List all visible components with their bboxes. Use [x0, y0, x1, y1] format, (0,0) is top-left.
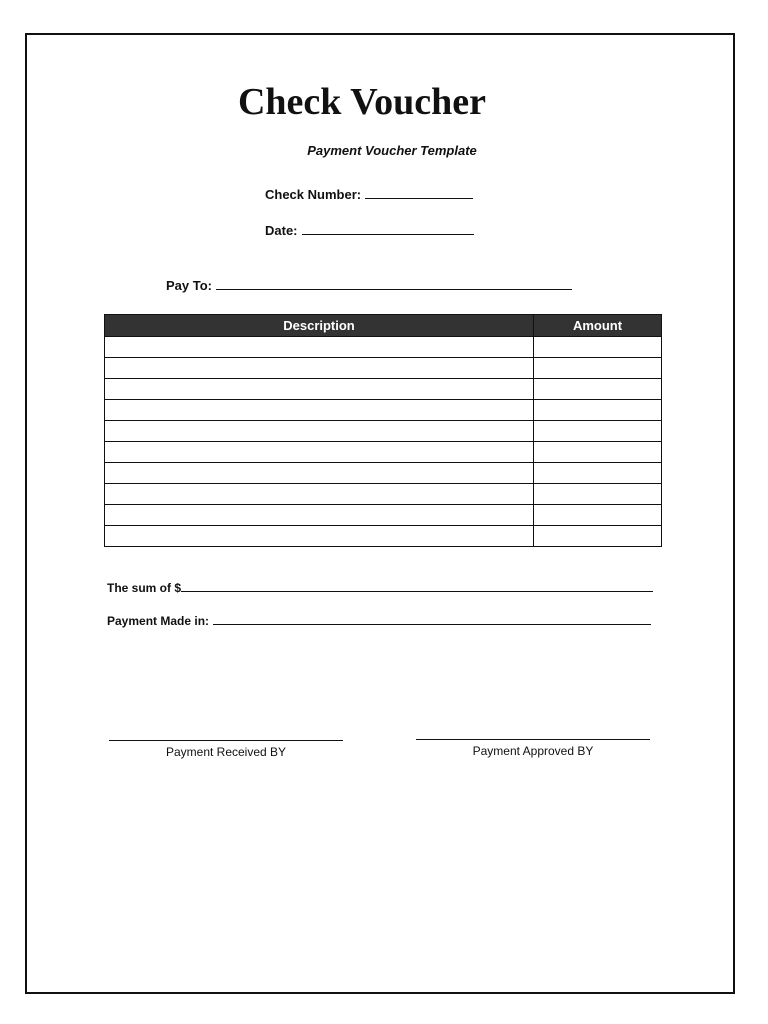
description-header: Description — [105, 315, 534, 337]
check-number-label: Check Number: — [265, 187, 362, 202]
description-cell[interactable] — [105, 442, 534, 463]
table-row — [105, 463, 662, 484]
amount-cell[interactable] — [534, 463, 662, 484]
table-row — [105, 526, 662, 547]
received-signature-label: Payment Received BY — [165, 745, 287, 759]
pay-to-label: Pay To: — [166, 278, 212, 293]
description-cell[interactable] — [105, 379, 534, 400]
amount-cell[interactable] — [534, 337, 662, 358]
pay-to-field — [166, 277, 572, 295]
amount-cell[interactable] — [534, 421, 662, 442]
amount-cell[interactable] — [534, 484, 662, 505]
table-row — [105, 505, 662, 526]
description-cell[interactable] — [105, 505, 534, 526]
payment-made-in-label: Payment Made in: — [107, 614, 210, 628]
amount-cell[interactable] — [534, 400, 662, 421]
amount-cell[interactable] — [534, 526, 662, 547]
document-subtitle: Payment Voucher Template — [307, 143, 477, 158]
line-items-table — [104, 314, 662, 547]
description-cell[interactable] — [105, 463, 534, 484]
date-blank[interactable] — [302, 222, 474, 235]
payment-made-in-field — [107, 612, 651, 630]
table-row — [105, 421, 662, 442]
document-title: Check Voucher — [237, 81, 487, 123]
table-header-row — [105, 315, 662, 337]
description-cell[interactable] — [105, 484, 534, 505]
amount-cell[interactable] — [534, 505, 662, 526]
sum-label: The sum of $ — [107, 581, 182, 595]
approved-signature-label: Payment Approved BY — [472, 744, 594, 758]
sum-field — [107, 579, 653, 597]
sum-blank[interactable] — [181, 579, 653, 592]
check-number-field — [265, 186, 473, 204]
description-cell[interactable] — [105, 358, 534, 379]
amount-header: Amount — [534, 315, 662, 337]
date-field — [265, 222, 474, 240]
check-number-blank[interactable] — [365, 186, 473, 199]
received-signature-line[interactable] — [109, 740, 343, 741]
description-cell[interactable] — [105, 526, 534, 547]
amount-cell[interactable] — [534, 379, 662, 400]
description-cell[interactable] — [105, 421, 534, 442]
table-body — [105, 337, 662, 547]
table-row — [105, 379, 662, 400]
table-row — [105, 358, 662, 379]
amount-cell[interactable] — [534, 442, 662, 463]
table-row — [105, 337, 662, 358]
table-row — [105, 484, 662, 505]
payment-made-in-blank[interactable] — [213, 612, 651, 625]
pay-to-blank[interactable] — [216, 277, 572, 290]
approved-signature-line[interactable] — [416, 739, 650, 740]
received-signature-block — [109, 740, 343, 760]
description-cell[interactable] — [105, 337, 534, 358]
amount-cell[interactable] — [534, 358, 662, 379]
date-label: Date: — [265, 223, 298, 238]
table-row — [105, 442, 662, 463]
description-cell[interactable] — [105, 400, 534, 421]
approved-signature-block — [416, 739, 650, 759]
table-row — [105, 400, 662, 421]
